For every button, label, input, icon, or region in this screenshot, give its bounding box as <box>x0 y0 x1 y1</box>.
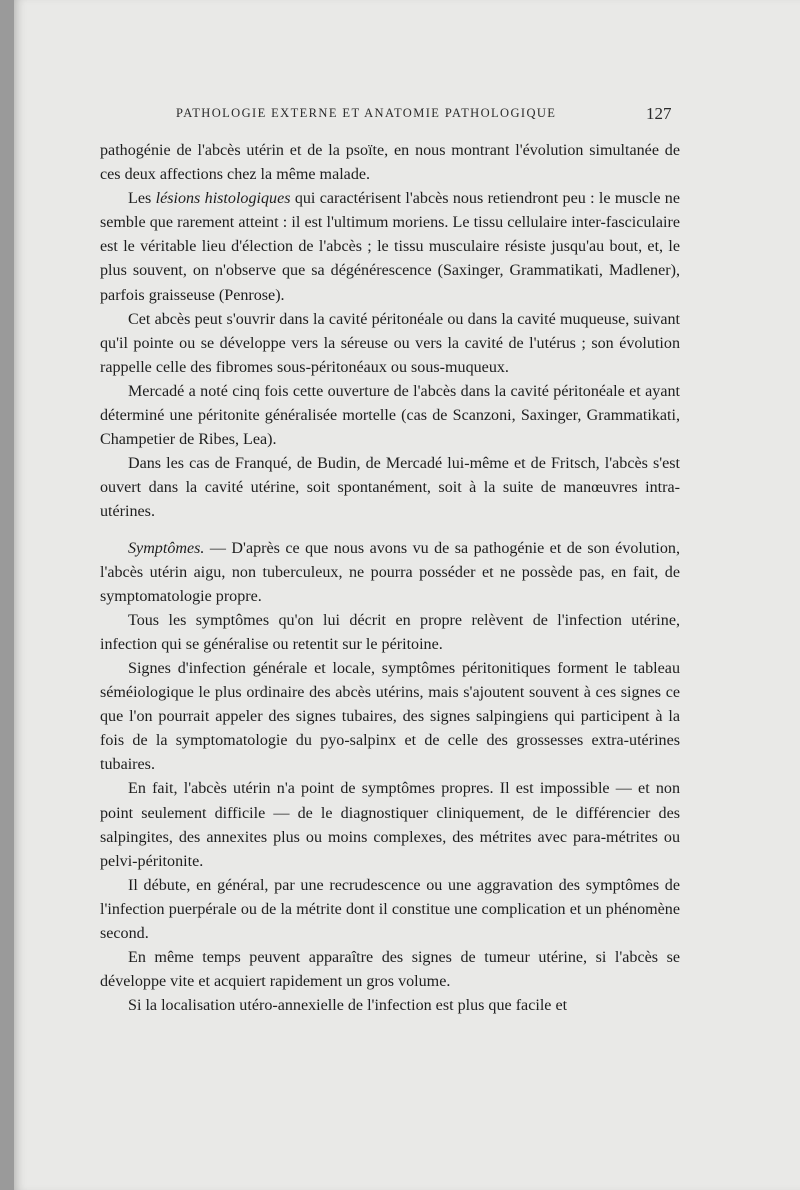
paragraph <box>100 657 680 777</box>
section-paragraph <box>100 537 680 609</box>
paragraph <box>100 139 680 187</box>
paragraph <box>100 187 680 307</box>
paragraph <box>100 380 680 452</box>
paragraph-text: Si la localisation utéro-annexielle de l'infection est plus que facile et <box>128 997 568 1015</box>
paragraph-text: pathogénie de l'abcès utérin et de la psoïte, en nous montrant l'évolution simultanée de ces deux affections chez la même malade. <box>100 142 680 184</box>
paragraph-text: Dans les cas de Franqué, de Budin, de Mercadé lui-même et de Fritsch, l'abcès s'est ouvert dans la cavité utérine, soit spontanément, soit à la suite de manœuvres intra-utérines. <box>100 455 680 521</box>
paragraph-text: En même temps peuvent apparaître des signes de tumeur utérine, si l'abcès se développe vite et acquiert rapidement un gros volume. <box>100 949 680 991</box>
paragraph-text: Cet abcès peut s'ouvrir dans la cavité péritonéale ou dans la cavité muqueuse, suivant qu'il pointe ou se développe vers la séreuse ou vers la cavité de l'utérus ; son évolution rappelle celle des fibromes sous-péritonéaux ou sous-muqueux. <box>100 310 680 376</box>
italic-term: lésions histologiques <box>155 190 291 208</box>
paragraph <box>100 308 680 380</box>
paragraph <box>100 452 680 524</box>
paragraph-text: qui caractérisent l'abcès nous retiendront peu : le muscle ne semble que rarement atteint : il est l'ultimum moriens. Le tissu cellulaire inter-fasciculaire est le véritable lieu d'élection de l'abcès ; le tissu musculaire résiste jusqu'au bout, et, le plus souvent, on n'observe que sa dégénérescence (Saxinger, Grammatikati, Madlener), parfois graisseuse (Penrose). <box>100 190 680 304</box>
paragraph-text: En fait, l'abcès utérin n'a point de symptômes propres. Il est impossible — et non point seulement difficile — de le diagnostiquer cliniquement, de le différencier des salpingites, des annexites plus ou moins complexes, des métrites avec para-métrites ou pelvi-péritonite. <box>100 780 680 870</box>
paragraph-text: Mercadé a noté cinq fois cette ouverture de l'abcès dans la cavité péritonéale et ayant déterminé une péritonite généralisée mortelle (cas de Scanzoni, Saxinger, Grammatikati, Champetier de Ribes, Lea). <box>100 382 680 449</box>
paragraph <box>100 946 680 994</box>
page-header <box>14 104 800 126</box>
running-head: PATHOLOGIE EXTERNE ET ANATOMIE PATHOLOGIQUE <box>176 106 557 120</box>
body-text <box>100 139 680 1018</box>
paragraph <box>100 994 680 1018</box>
paragraph-text: Signes d'infection générale et locale, symptômes péritonitiques forment le tableau séméiologique le plus ordinaire des abcès utérins, mais s'ajoutent souvent à ces signes ce que l'on pourrait appeler des signes tubaires, des signes salpingiens qui participent à la fois de la symptomatologie du pyo-salpinx et de celle des grossesses extra-utérines tubaires. <box>100 659 680 774</box>
paragraph <box>100 777 680 873</box>
section-label: Symptômes. <box>128 539 205 557</box>
paragraph-text: Il débute, en général, par une recrudescence ou une aggravation des symptômes de l'infection puerpérale ou de la métrite dont il constitue une complication et un phénomène second. <box>100 876 680 942</box>
paragraph-text: Tous les symptômes qu'on lui décrit en propre relèvent de l'infection utérine, infection qui se généralise ou retentit sur le péritoine. <box>100 611 680 653</box>
paragraph-text: — D'après ce que nous avons vu de sa pathogénie et de son évolution, l'abcès utérin aigu, non tuberculeux, ne pourra posséder et ne possède pas, en fait, de symptomatologie propre. <box>100 539 680 605</box>
paragraph-lead: Les <box>128 190 156 208</box>
paragraph <box>100 874 680 946</box>
book-page <box>14 0 800 1190</box>
page-number: 127 <box>646 104 672 123</box>
paragraph <box>100 609 680 657</box>
